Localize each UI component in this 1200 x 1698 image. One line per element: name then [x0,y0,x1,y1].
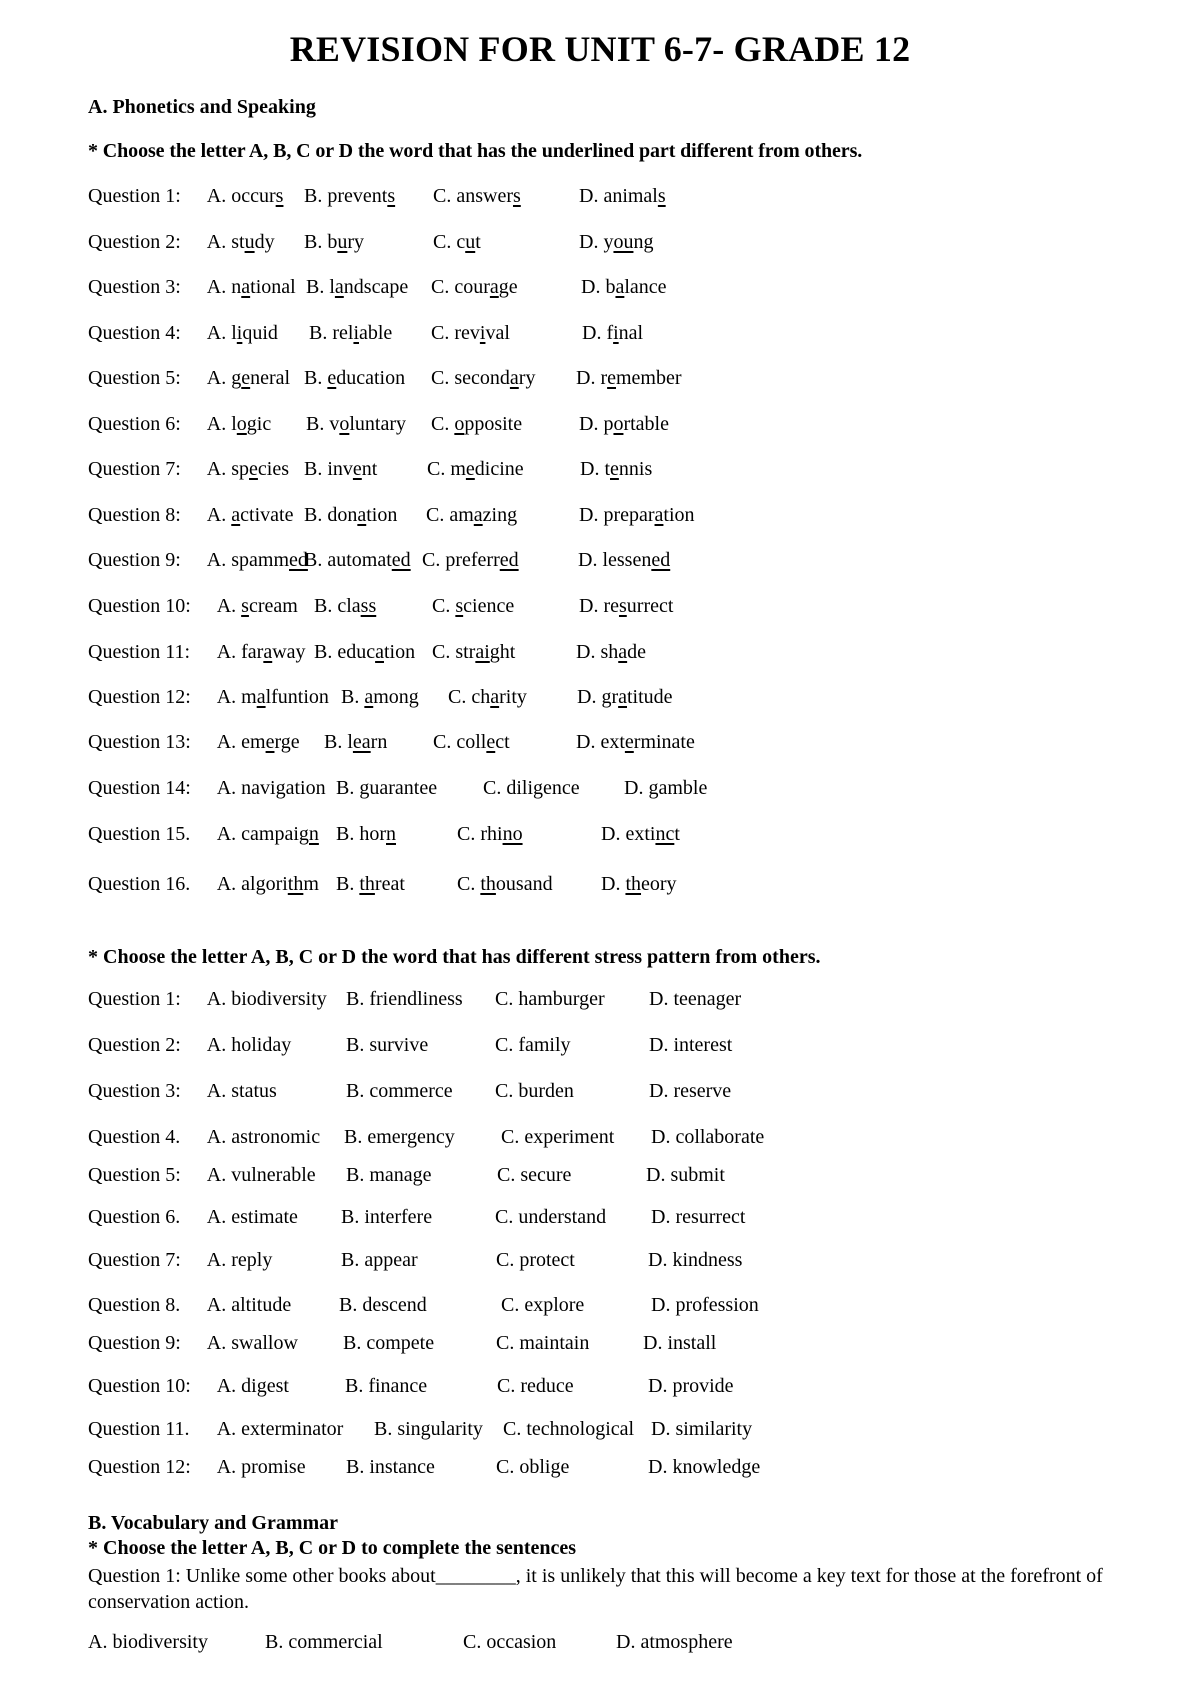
option-c: C. collect [433,731,510,753]
vocabulary-instruction: * Choose the letter A, B, C or D to complete the sentences [88,1537,577,1559]
option-a: A. exterminator [216,1418,344,1440]
underlined-part: a [263,641,273,663]
section-b-heading: B. Vocabulary and Grammar [88,1512,339,1534]
question-label: Question 1: [88,988,181,1010]
option-b: B. among [341,686,419,708]
underlined-part: g [648,777,659,799]
option-a: A. logic [206,413,272,435]
option-d: D. provide [648,1375,734,1397]
question-label: Question 5: [88,367,181,389]
option-a: A. promise [216,1456,306,1478]
question-label: Question 9: [88,549,181,571]
underlined-part: s [455,595,464,617]
underlined-part: a [231,504,241,526]
underlined-part: e [610,458,619,480]
underlined-part: e [265,731,275,753]
option-d: D. interest [649,1034,733,1056]
option-a: A. species [206,458,290,480]
underlined-part: no [502,823,523,845]
underlined-part: u [465,231,476,253]
option-a: A. liquid [206,322,278,344]
option-b: B. appear [341,1249,418,1271]
option-b: B. education [304,367,406,389]
underlined-part: a [357,504,367,526]
option-c: C. straight [432,641,516,663]
option-b: B. automated [304,549,411,571]
option-b: B. descend [339,1294,427,1316]
question-label: Question 11: [88,641,191,663]
underlined-part: a [334,276,344,298]
option-c: C. secure [497,1164,572,1186]
option-d: D. gratitude [577,686,673,708]
option-a: A. holiday [206,1034,292,1056]
underlined-part: ed [289,549,308,571]
underlined-part: e [241,367,251,389]
option-d: D. collaborate [651,1126,765,1148]
option-c: C. opposite [431,413,523,435]
option-b: B. commercial [265,1631,383,1653]
option-a: A. status [206,1080,277,1102]
underlined-part: n [386,823,396,845]
underlined-part: i [613,322,619,344]
option-b: B. guarantee [336,777,438,799]
option-c: C. rhino [457,823,523,845]
question-label: Question 13: [88,731,191,753]
underlined-part: e [352,458,362,480]
question-label: Question 7: [88,1249,181,1271]
underlined-part: i [479,322,486,344]
option-b: B. donation [304,504,398,526]
option-d: D. resurrect [579,595,674,617]
underlined-part: ss [360,595,377,617]
underlined-part: ed [391,549,411,571]
question-label: Question 8. [88,1294,181,1316]
option-a: A. national [206,276,296,298]
option-c: C. hamburger [495,988,605,1010]
underlined-part: s [241,595,249,617]
option-a: A. digest [216,1375,289,1397]
underlined-part: e [465,458,475,480]
underlined-part: e [624,731,634,753]
underlined-part: o [613,413,624,435]
option-b: B. singularity [374,1418,483,1440]
underlined-part: a [509,367,519,389]
option-c: C. burden [495,1080,574,1102]
option-d: D. young [579,231,654,253]
underlined-part: ea [352,731,371,753]
underlined-part: a [654,504,664,526]
option-c: C. amazing [426,504,518,526]
question-label: Question 12: [88,1456,191,1478]
option-a: A. biodiversity [206,988,327,1010]
underlined-part: a [364,686,374,708]
question-label: Question 11. [88,1418,190,1440]
underlined-part: ai [475,641,490,663]
option-c: C. science [432,595,515,617]
option-d: D. atmosphere [616,1631,733,1653]
question-label: Question 3: [88,1080,181,1102]
option-d: D. knowledge [648,1456,761,1478]
underlined-part: o [236,413,247,435]
option-d: D. preparation [579,504,695,526]
option-d: D. gamble [624,777,708,799]
option-b: B. finance [345,1375,428,1397]
option-a: A. estimate [206,1206,298,1228]
option-b: B. prevents [304,185,396,207]
option-c: C. understand [495,1206,607,1228]
option-d: D. extinct [601,823,680,845]
option-a: A. altitude [206,1294,292,1316]
underlined-part: o [454,413,465,435]
option-b: B. learn [324,731,388,753]
underlined-part: g [359,777,370,799]
question-label: Question 10: [88,1375,191,1397]
underlined-part: a [241,276,251,298]
option-c: C. secondary [431,367,536,389]
option-b: B. commerce [346,1080,453,1102]
underlined-part: nc [655,823,675,845]
option-d: D. animals [579,185,666,207]
option-c: C. protect [496,1249,575,1271]
option-b: B. compete [343,1332,435,1354]
option-b: B. emergency [344,1126,455,1148]
underlined-part: a [473,504,483,526]
underlined-part: ed [499,549,519,571]
underlined-part: th [359,873,375,895]
option-b: B. reliable [309,322,393,344]
option-a: A. scream [216,595,298,617]
question-label: Question 4: [88,322,181,344]
underlined-part: ou [613,231,634,253]
underlined-part: g [533,777,544,799]
question-label: Question 9: [88,1332,181,1354]
underlined-part: a [490,686,500,708]
option-a: A. astronomic [206,1126,321,1148]
option-a: A. activate [206,504,294,526]
option-b: B. interfere [341,1206,433,1228]
option-a: A. biodiversity [88,1631,208,1653]
underlined-part: th [480,873,496,895]
question-label: Question 2: [88,231,181,253]
option-a: A. study [206,231,275,253]
page-title: REVISION FOR UNIT 6-7- GRADE 12 [289,29,911,69]
option-a: A. general [206,367,291,389]
option-c: C. oblige [496,1456,570,1478]
underlined-part: th [625,873,642,895]
option-a: A. campaign [216,823,319,845]
option-b: B. instance [346,1456,435,1478]
option-a: A. occurs [206,185,284,207]
option-c: C. technological [503,1418,635,1440]
underlined-part: e [327,367,337,389]
underlined-part: s [387,185,396,207]
underlined-part: a [256,686,266,708]
option-b: B. manage [346,1164,432,1186]
option-d: D. teenager [649,988,742,1010]
question-label: Question 5: [88,1164,181,1186]
underlined-part: e [249,458,258,480]
underlined-part: s [618,595,627,617]
underlined-part: gn [298,823,319,845]
option-c: C. courage [431,276,518,298]
option-b: B. voluntary [306,413,406,435]
question-label: Question 16. [88,873,191,895]
option-c: C. preferred [422,549,519,571]
option-b: B. education [314,641,416,663]
underlined-part: u [244,231,255,253]
question-label: Question 2: [88,1034,181,1056]
question-label: Question 12: [88,686,191,708]
option-a: A. vulnerable [206,1164,316,1186]
vocabulary-question-1: Question 1: Unlike some other books about________, it is unlikely that this will become a key text for those at the forefront of conservation action. [88,1565,1103,1613]
question-label: Question 10: [88,595,191,617]
option-d: D. install [643,1332,717,1354]
underlined-part: ed [651,549,671,571]
stress-instruction: * Choose the letter A, B, C or D the word that has different stress pattern from others. [88,946,821,968]
option-c: C. cut [433,231,481,253]
option-d: D. reserve [649,1080,732,1102]
option-a: A. faraway [216,641,306,663]
question-label: Question 3: [88,276,181,298]
underlined-part: s [512,185,521,207]
option-c: C. medicine [427,458,524,480]
question-label: Question 4. [88,1126,181,1148]
option-d: D. lessened [578,549,671,571]
underlined-part: o [339,413,350,435]
question-label: Question 1: [88,185,181,207]
option-c: C. experiment [501,1126,615,1148]
underlined-part: i [353,322,359,344]
underlined-part: a [489,276,499,298]
question-label: Question 7: [88,458,181,480]
pronunciation-instruction: * Choose the letter A, B, C or D the word that has the underlined part different from others. [88,140,863,162]
option-d: D. similarity [651,1418,753,1440]
option-a: A. spammed [206,549,308,571]
option-d: D. final [582,322,644,344]
underlined-part: th [287,873,304,895]
option-c: C. answers [433,185,521,207]
option-d: D. portable [579,413,669,435]
underlined-part: e [607,367,616,389]
underlined-part: a [615,276,625,298]
option-c: C. explore [501,1294,585,1316]
option-a: A. malfuntion [216,686,329,708]
underlined-part: g [275,777,286,799]
option-d: D. remember [576,367,682,389]
option-d: D. profession [651,1294,759,1316]
option-b: B. threat [336,873,405,895]
underlined-part: a [618,686,627,708]
option-b: B. horn [336,823,396,845]
option-c: C. thousand [457,873,553,895]
option-b: B. invent [304,458,378,480]
option-b: B. friendliness [346,988,463,1010]
option-c: C. revival [431,322,510,344]
option-b: B. survive [346,1034,429,1056]
question-label: Question 8: [88,504,181,526]
section-a-heading: A. Phonetics and Speaking [88,96,316,118]
question-label: Question 14: [88,777,191,799]
option-b: B. class [314,595,377,617]
option-a: A. swallow [206,1332,298,1354]
option-d: D. resurrect [651,1206,746,1228]
option-d: D. balance [581,276,667,298]
underlined-part: a [375,641,384,663]
underlined-part: s [275,185,284,207]
option-c: C. reduce [497,1375,574,1397]
option-d: D. kindness [648,1249,743,1271]
option-a: A. emerge [216,731,300,753]
option-d: D. exterminate [576,731,695,753]
option-b: B. landscape [306,276,409,298]
underlined-part: i [236,322,243,344]
question-label: Question 15. [88,823,191,845]
option-c: C. maintain [496,1332,590,1354]
option-d: D. submit [646,1164,725,1186]
underlined-part: a [618,641,628,663]
underlined-part: e [486,731,496,753]
question-label: Question 6. [88,1206,181,1228]
option-c: C. family [495,1034,571,1056]
option-a: A. reply [206,1249,273,1271]
option-b: B. bury [304,231,365,253]
option-d: D. shade [576,641,647,663]
option-c: C. diligence [483,777,580,799]
underlined-part: u [337,231,348,253]
option-d: D. tennis [580,458,653,480]
option-a: A. algorithm [216,873,319,895]
option-c: C. charity [448,686,527,708]
option-c: C. occasion [463,1631,557,1653]
underlined-part: s [657,185,666,207]
option-a: A. navigation [216,777,326,799]
question-label: Question 6: [88,413,181,435]
option-d: D. theory [601,873,677,895]
